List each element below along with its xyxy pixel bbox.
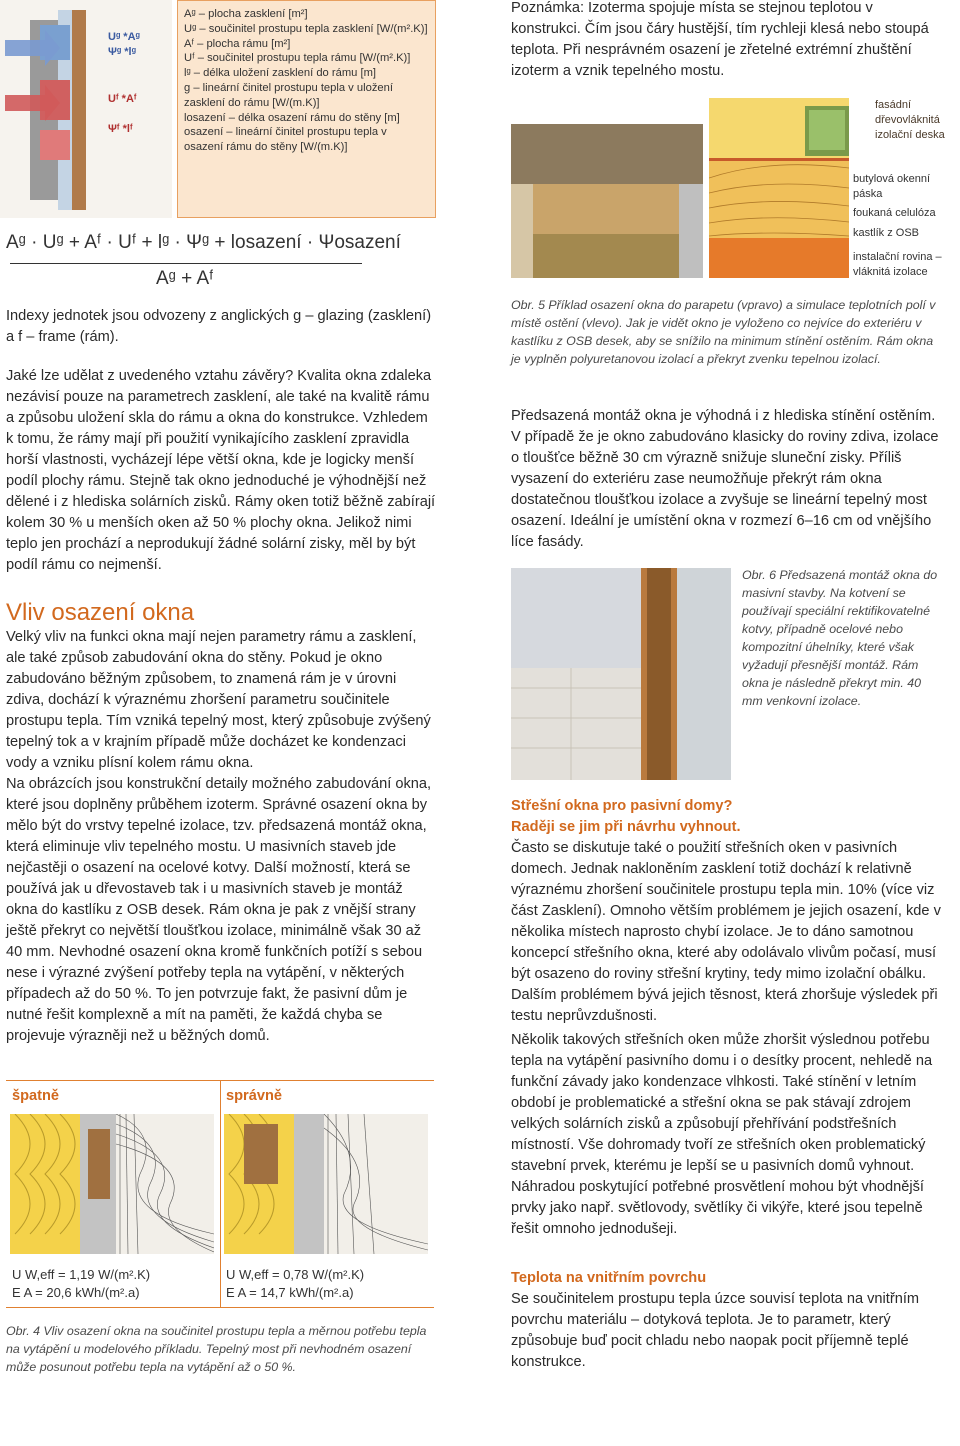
bad-uw-value: U W,eff = 1,19 W/(m².K) <box>12 1267 151 1282</box>
thermal-simulation-diagram <box>709 98 849 278</box>
predsazena-montaz-paragraph: Předsazená montáž okna je výhodná i z hlediska stínění ostěním. V případě že je okno zabudováno klasicky do roviny zdiva, izolace o tloušťce běžně 30 cm výrazně snižuje sluneční zisky. Příliš vysazení do exteriéru zase neumožňuje překrýt rám okna dostatečnou tloušťkou izolace a zvyšuje se lineární tepelný most osazení. Ideální je umístění okna v rozmezí 6–16 cm od vnějšího líce fasády. <box>511 408 939 550</box>
formula-numerator: Aᵍ · Uᵍ + Aᶠ · Uᶠ + lᵍ · Ψᵍ + losazení · Ψosazení <box>6 232 401 253</box>
good-ea-value: E A = 14,7 kWh/(m².a) <box>226 1285 354 1300</box>
osazeni-paragraph-2: Na obrázcích jsou konstrukční detaily možného zabudování okna, které jsou doplněny průběhem izoterm. Správné osazení okna by mělo být do vrstvy tepelné izolace, tzv. předsazená montáž okna, která eliminuje vliv tepelného mostu. U masivních staveb jde nejčastěji o osazení na ocelové kotvy. Další možností, která se používá jak u dřevostaveb tak i u masivních staveb je montáž okna do kastlíku z OSB desek. Rám okna je pak z vnější strany ještě překryt co největší tloušťkou izolace, minimálně však 30 až 40 mm. Nevhodné osazení okna kromě funkčních potíží s sebou nese i výrazné zvýšení potřeby tepla na vytápění, v některých případech až do 50 %. To jen potvrzuje fakt, že pasivní dům je nutné řešit komplexně a mít na paměti, že každá chyba se projevuje výrazněji než u běžných domů. <box>6 776 432 1044</box>
figure-4 <box>6 1080 436 1308</box>
good-label: správně <box>226 1088 282 1104</box>
icon-label-psig-lg: Ψᵍ *lᵍ <box>108 46 136 58</box>
good-uw-value: U W,eff = 0,78 W/(m².K) <box>226 1267 365 1282</box>
formula-fraction-line <box>10 263 362 264</box>
fig5-label-butylova-paska: butylová okenní páska <box>853 173 931 200</box>
icon-label-psif-lf: Ψᶠ *lᶠ <box>108 123 133 135</box>
facade-mounting-photo <box>511 568 731 780</box>
osazeni-paragraph-1: Velký vliv na funkci okna mají nejen parametry rámu a zasklení, ale také způsob zabudování okna do stěny. Pokud je okno zabudováno běžným způsobem, to znamená rám je v úrovni zdiva, dochází k výraznému zhoršení parametru součinitele prostupu tepla. Tím vzniká tepelný most, který způsobuje zvýšený tepelný tok a v krajním případě může docházet ke kondenzaci vody a vzniku plísní kolem rámu okna. <box>6 629 431 771</box>
window-energy-diagram-svg <box>0 0 172 218</box>
legend-line: lᵍ – délka uložení zasklení do rámu [m] <box>184 67 377 80</box>
uw-formula <box>6 232 436 300</box>
legend-line: Aᶠ – plocha rámu [m²] <box>184 37 291 50</box>
legend-line: Aᵍ – plocha zasklení [m²] <box>184 8 308 20</box>
note-text: Poznámka: Izoterma spojuje místa se stejnou teplotou v konstrukci. Čím jsou čáry hustější, tím rychleji klesá nebo stoupá teplota. Při nesprávném osazení je zřetelné extrémní zhuštění izoterm a vznik tepelného mostu. <box>511 0 929 79</box>
legend-line: g – lineární činitel prostupu tepla v uložení zasklení do rámu [W/(m.K)] <box>184 81 393 109</box>
window-energy-diagram <box>0 0 172 218</box>
roof-windows-paragraph-1: Často se diskutuje také o použití střešních oken v pasivních domech. Jednak nakloněním zasklení totiž dochází k relativně výraznému zhoršení součinitele prostupu tepla min. 10% (více viz část Zasklení). Omnoho větším problémem je jejich osazení, kde v několika místech naprosto chybí izolace. Je to dáno samotnou koncepcí střešního okna, které aby odolávalo vlivům počasí, musí být osazeno do roviny střešní krytiny, tedy mimo izolační obálku. Dalším problémem bývá jejich těsnost, která zhoršuje výsledek při testu neprůvzdušnosti. <box>511 840 941 1024</box>
bad-ea-value: E A = 20,6 kWh/(m².a) <box>12 1285 140 1300</box>
fig5-label-fasadni-deska: fasádní dřevovláknitá izolační deska <box>875 99 945 141</box>
bad-label: špatně <box>12 1088 60 1104</box>
surface-temperature-paragraph: Se součinitelem prostupu tepla úzce souvisí teplota na vnitřním povrchu materiálu – dotyková teplota. Je to parametr, který způsobuje buď pocit chladu nebo naopak pocit příjemně teplé konstrukce. <box>511 1291 920 1370</box>
index-note: Indexy jednotek jsou odvozeny z anglických g – glazing (zasklení) a f – frame (rám). <box>6 308 432 345</box>
fig5-label-instalacni-rovina: instalační rovina – vláknitá izolace <box>853 251 942 278</box>
conclusions-paragraph: Jaké lze udělat z uvedeného vztahu závěry? Kvalita okna zdaleka nezávisí pouze na parametrech zasklení, ale také na kvalitě rámu a způsobu uložení skla do rámu a okna do konstrukce. Vzhledem k tomu, že rámy mají při použití vynikajícího zasklení zpravidla horší vlastnosti, vycházejí lépe větší okna, kde je logicky menší podíl plochy rámu. Stejně tak okno jednoduché je výhodnější než dělené i z hlediska solárních zisků. Rámy oken totiž běžně zabírají kolem 30 % u menších oken až 50 % plochy okna. Jelikož nimi teplo jen prochází a neprodukují žádné solární zisky, měl by být podíl rámu co nejmenší. <box>6 368 436 573</box>
figure-6-caption: Obr. 6 Předsazená montáž okna do masivní stavby. Na kotvení se používají speciální rektifikovatelné kotvy, případně ocelové nebo kompozitní úhelníky, které však vyžadují přesnější montáž. Rám okna je následně překryt min. 40 mm venkovní izolace. <box>742 568 938 708</box>
figure-5 <box>511 98 945 280</box>
bad-isotherm-diagram <box>10 1114 214 1254</box>
figure-4-divider <box>220 1080 221 1308</box>
legend-line: osazení – lineární činitel prostupu tepla v osazení rámu do stěny [W/(m.K)] <box>184 126 387 154</box>
symbol-legend <box>177 0 436 218</box>
good-isotherm-diagram <box>224 1114 428 1254</box>
figure-4-bottom-rule <box>6 1307 434 1308</box>
legend-line: losazení – délka osazení rámu do stěny [m] <box>184 111 400 124</box>
formula-denominator: Aᵍ + Aᶠ <box>156 268 214 289</box>
window-sill-photo <box>511 124 703 278</box>
surface-temperature-heading: Teplota na vnitřním povrchu <box>511 1270 707 1286</box>
roof-windows-heading-1: Střešní okna pro pasivní domy? <box>511 798 733 814</box>
fig5-label-kastlik-osb: kastlík z OSB <box>853 227 920 239</box>
legend-line: Uᶠ – součinitel prostupu tepla rámu [W/(m².K)] <box>184 52 411 65</box>
roof-windows-heading-2: Raději se jim při návrhu vyhnout. <box>511 819 741 835</box>
legend-line: Uᵍ – součinitel prostupu tepla zasklení [W/(m².K)] <box>184 22 428 35</box>
roof-windows-paragraph-2: Několik takových střešních oken může zhoršit výslednou potřebu tepla na vytápění pasivního domu i o desítky procent, nehledě na funkční závady jako kondenzace vlhkosti. Také stínění v letním období je problematické a střešní okna se pak stávají zdrojem velkých solárních zisků a způsobují přehřívání podstřešních místností. Vše dohromady tvoří ze střešních oken problematický stavební prvek, kterému je lepší se u pasivních domů vyhnout. Náhradou poskytující potřebné prosvětlení mohou být vhodnější prvky jako např. světlovody, světlíky či vikýře, které jsou tepelně řešit omnoho jednodušeji. <box>511 1032 933 1237</box>
figure-4-caption: Obr. 4 Vliv osazení okna na součinitel prostupu tepla a měrnou potřebu tepla na vytápění u modelového příkladu. Tepelný most při nevhodném osazení může posunout potřebu tepla na vytápění až o 50 %. <box>6 1324 427 1374</box>
fig5-label-foukana-celuloza: foukaná celulóza <box>853 207 936 219</box>
figure-5-caption: Obr. 5 Příklad osazení okna do parapetu (vpravo) a simulace teplotních polí v místě ostění (vlevo). Jak je vidět okno je vyloženo co nejvíce do exteriéru v kastlíku z OSB desek, aby se snížilo na minimum stínění ostěním. Rám okna je vyplněn polyuretanovou izolací a překryt zvenku tepelnou izolací. <box>511 298 936 366</box>
section-heading-vliv-osazeni: Vliv osazení okna <box>6 599 195 626</box>
note-isotherm <box>511 0 941 82</box>
icon-label-ug-ag: Uᵍ *Aᵍ <box>108 31 140 43</box>
icon-label-uf-af: Uᶠ *Aᶠ <box>108 93 137 105</box>
